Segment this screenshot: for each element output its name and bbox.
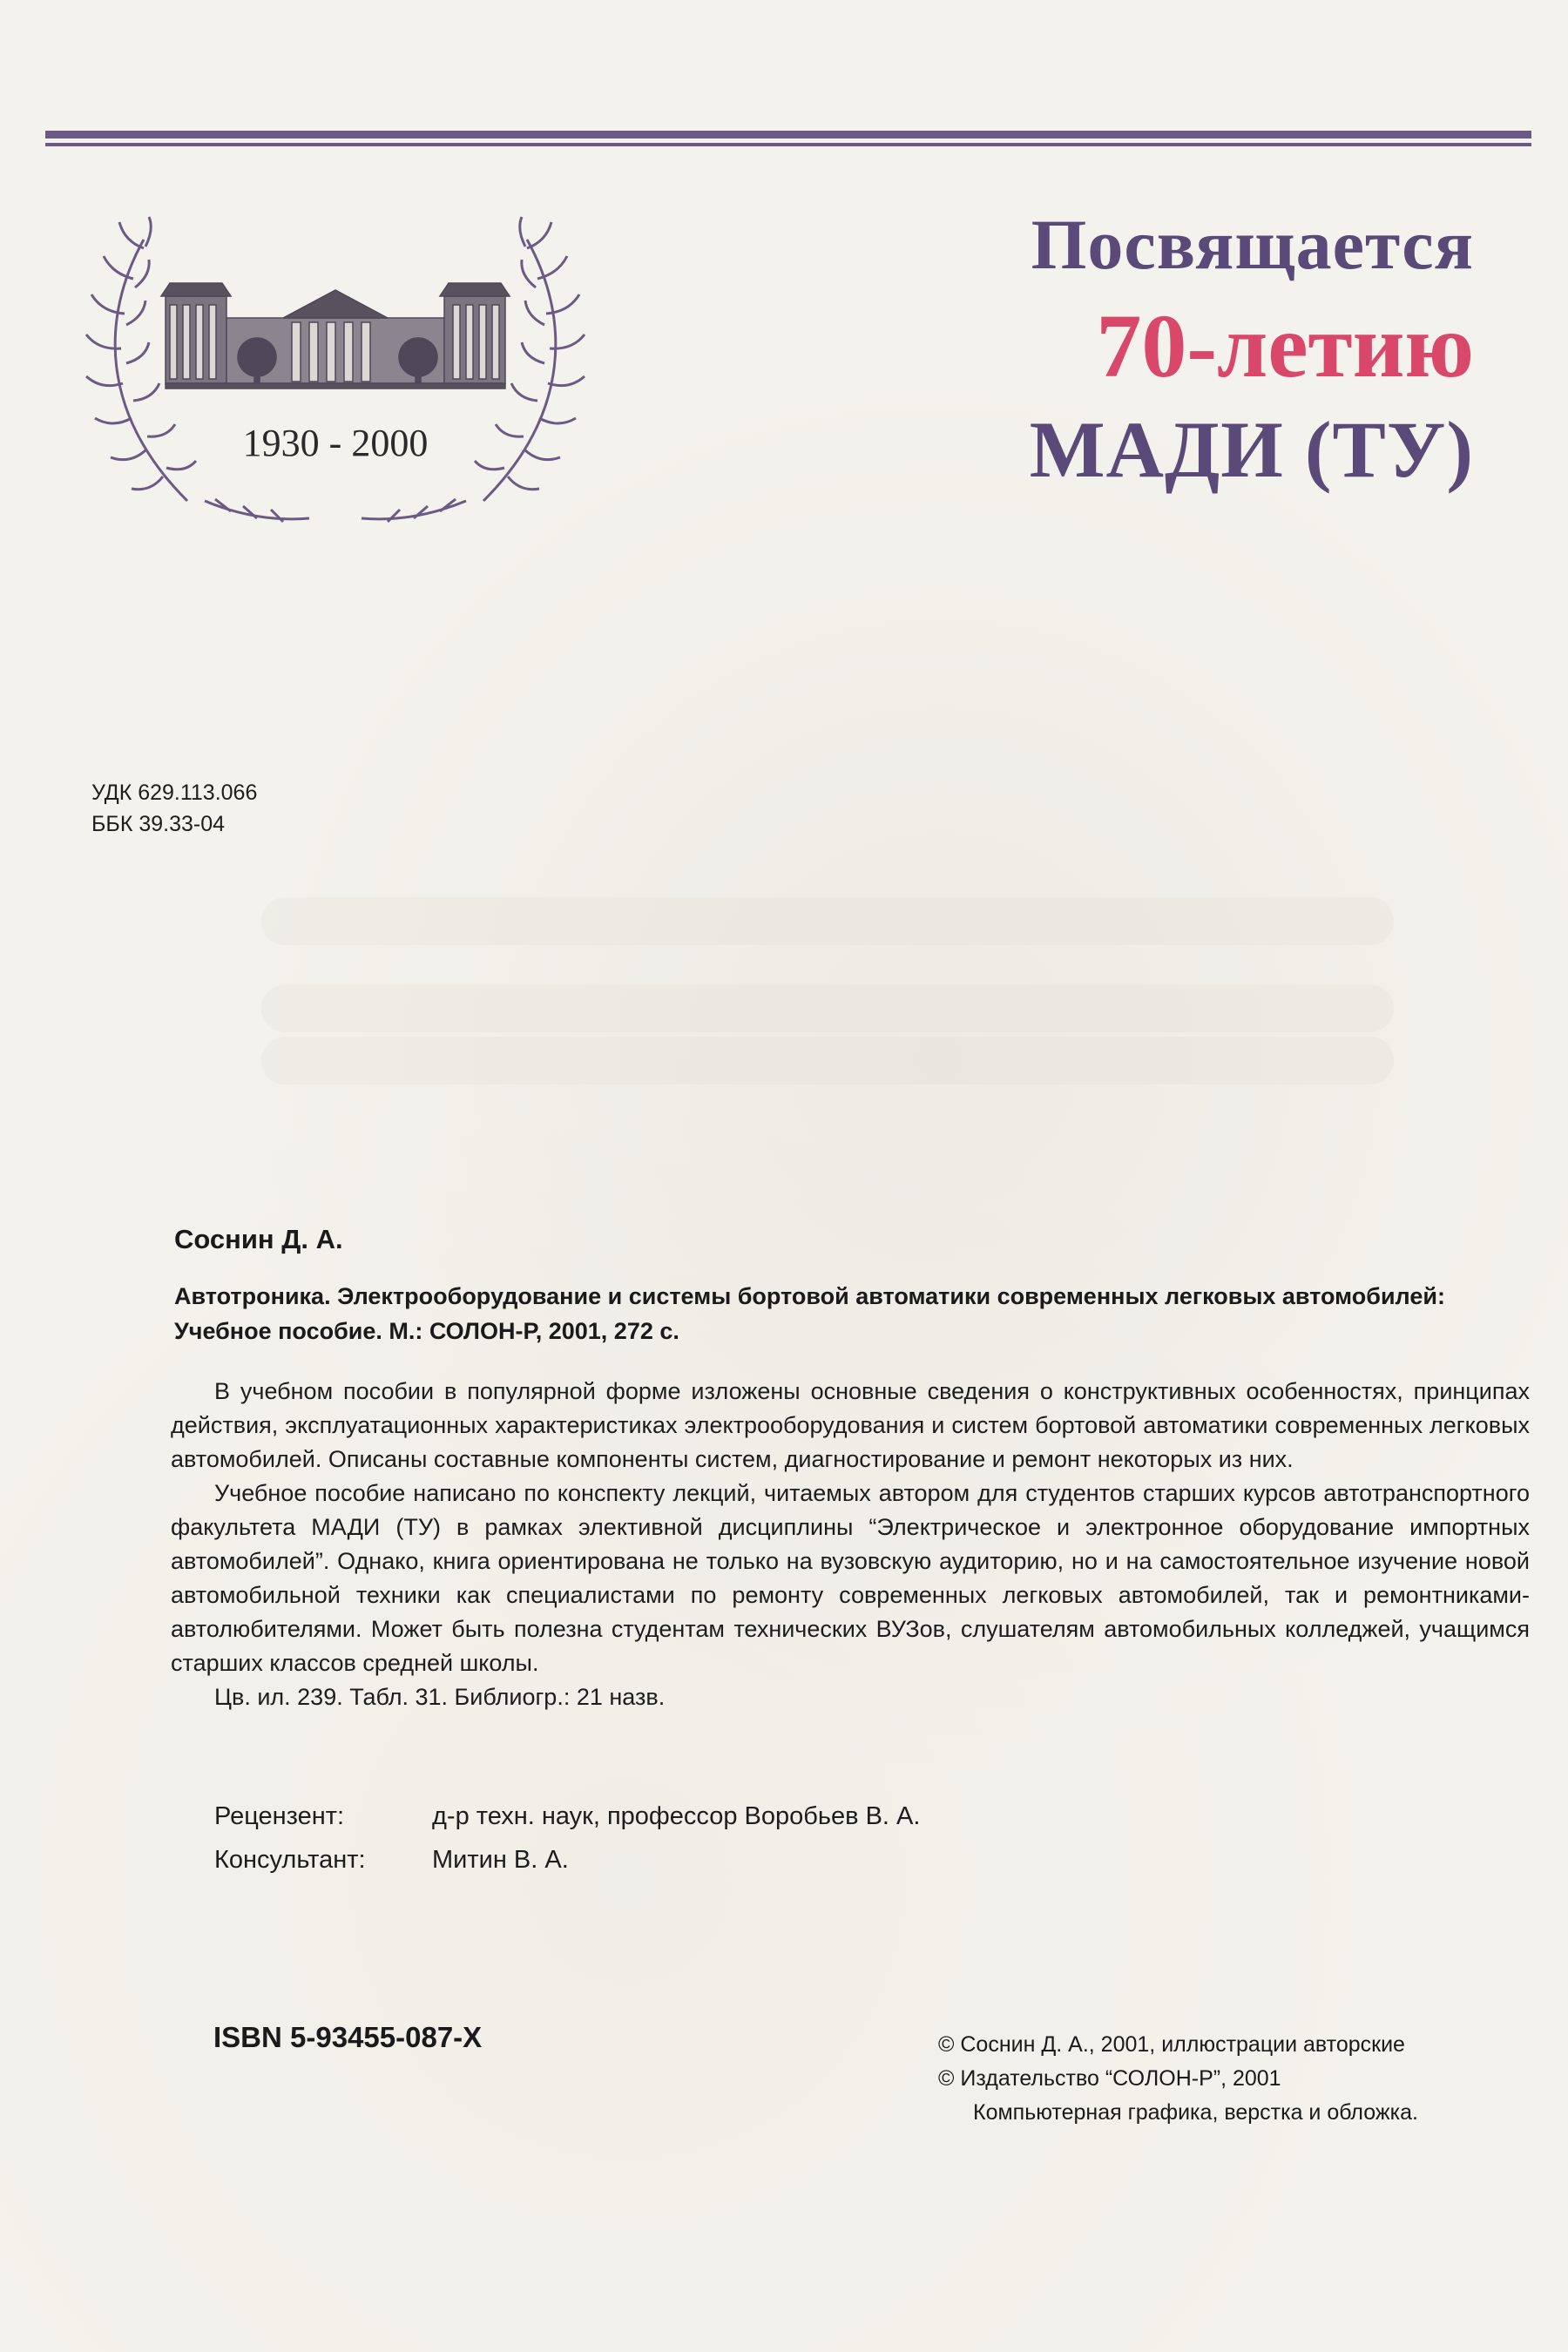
dedication-line-2: 70-летию	[1096, 296, 1474, 396]
classification-codes	[91, 777, 257, 840]
credit-value: д-р техн. наук, профессор Воробьев В. А.	[432, 1802, 921, 1830]
book-title: Автотроника. Электрооборудование и системы бортовой автоматики современных легковых автомобилей:	[174, 1283, 1445, 1309]
university-emblem	[83, 213, 588, 536]
credit-row-consultant	[214, 1838, 920, 1882]
top-double-rule	[45, 131, 1531, 150]
abstract-paragraph-2: Учебное пособие написано по конспекту лекций, читаемых автором для студентов старших курсов автотранспортного факультета МАДИ (ТУ) в рамках элективной дисциплины “Электрическое и электронное оборудование импортных автомобилей”. Однако, книга ориентирована не только на вузовскую аудиторию, но и на самостоятельное изучение новой автомобильной техники как специалистами по ремонту современных легковых автомобилей, так и ремонтниками-автолюбителями. Может быть полезна студентам технических ВУЗов, слушателям автомобильных колледжей, учащимся старших классов средней школы.	[171, 1480, 1530, 1676]
building-icon	[161, 283, 510, 389]
top-rule-thin	[45, 143, 1531, 146]
book-publication-info: Учебное пособие. М.: СОЛОН-Р, 2001, 272 с.	[174, 1318, 679, 1344]
bibliographic-note: Цв. ил. 239. Табл. 31. Библиогр.: 21 назв.	[214, 1684, 666, 1710]
bbk-code: ББК 39.33-04	[91, 812, 226, 836]
book-author: Соснин Д. А.	[174, 1224, 343, 1254]
abstract-paragraph-1: В учебном пособии в популярной форме изложены основные сведения о конструктивных особенностях, принципах действия, эксплуатационных характеристиках электрооборудования и систем бортовой автоматики современных легковых автомобилей. Описаны составные компоненты систем, диагностирование и ремонт некоторых из них.	[171, 1378, 1530, 1472]
dedication-line-1: Посвящается	[1031, 205, 1474, 284]
copyright-author: © Соснин Д. А., 2001, иллюстрации авторские	[938, 2032, 1405, 2057]
show-through-artifact	[261, 897, 1394, 945]
copyright-graphics-note: Компьютерная графика, верстка и обложка.	[973, 2100, 1418, 2125]
dedication-block	[1029, 205, 1474, 494]
book-title-block	[174, 1279, 1533, 1348]
credit-label: Консультант:	[214, 1846, 366, 1874]
credit-row-reviewer	[214, 1794, 920, 1838]
laurel-bottom-icon	[205, 499, 466, 522]
show-through-artifact	[261, 984, 1394, 1032]
credit-label: Рецензент:	[214, 1802, 345, 1830]
udk-code: УДК 629.113.066	[91, 781, 258, 805]
book-abstract	[171, 1375, 1530, 1714]
dedication-line-3: МАДИ (ТУ)	[1029, 405, 1474, 494]
credits-block	[214, 1794, 920, 1882]
isbn: ISBN 5-93455-087-X	[213, 2021, 483, 2053]
credit-value: Митин В. А.	[432, 1846, 569, 1874]
copyright-publisher: © Издательство “СОЛОН-Р”, 2001	[938, 2066, 1281, 2091]
emblem-years: 1930 - 2000	[242, 422, 429, 464]
top-rule-thick	[45, 131, 1531, 139]
copyright-block	[938, 2028, 1418, 2130]
show-through-artifact	[261, 1037, 1394, 1085]
